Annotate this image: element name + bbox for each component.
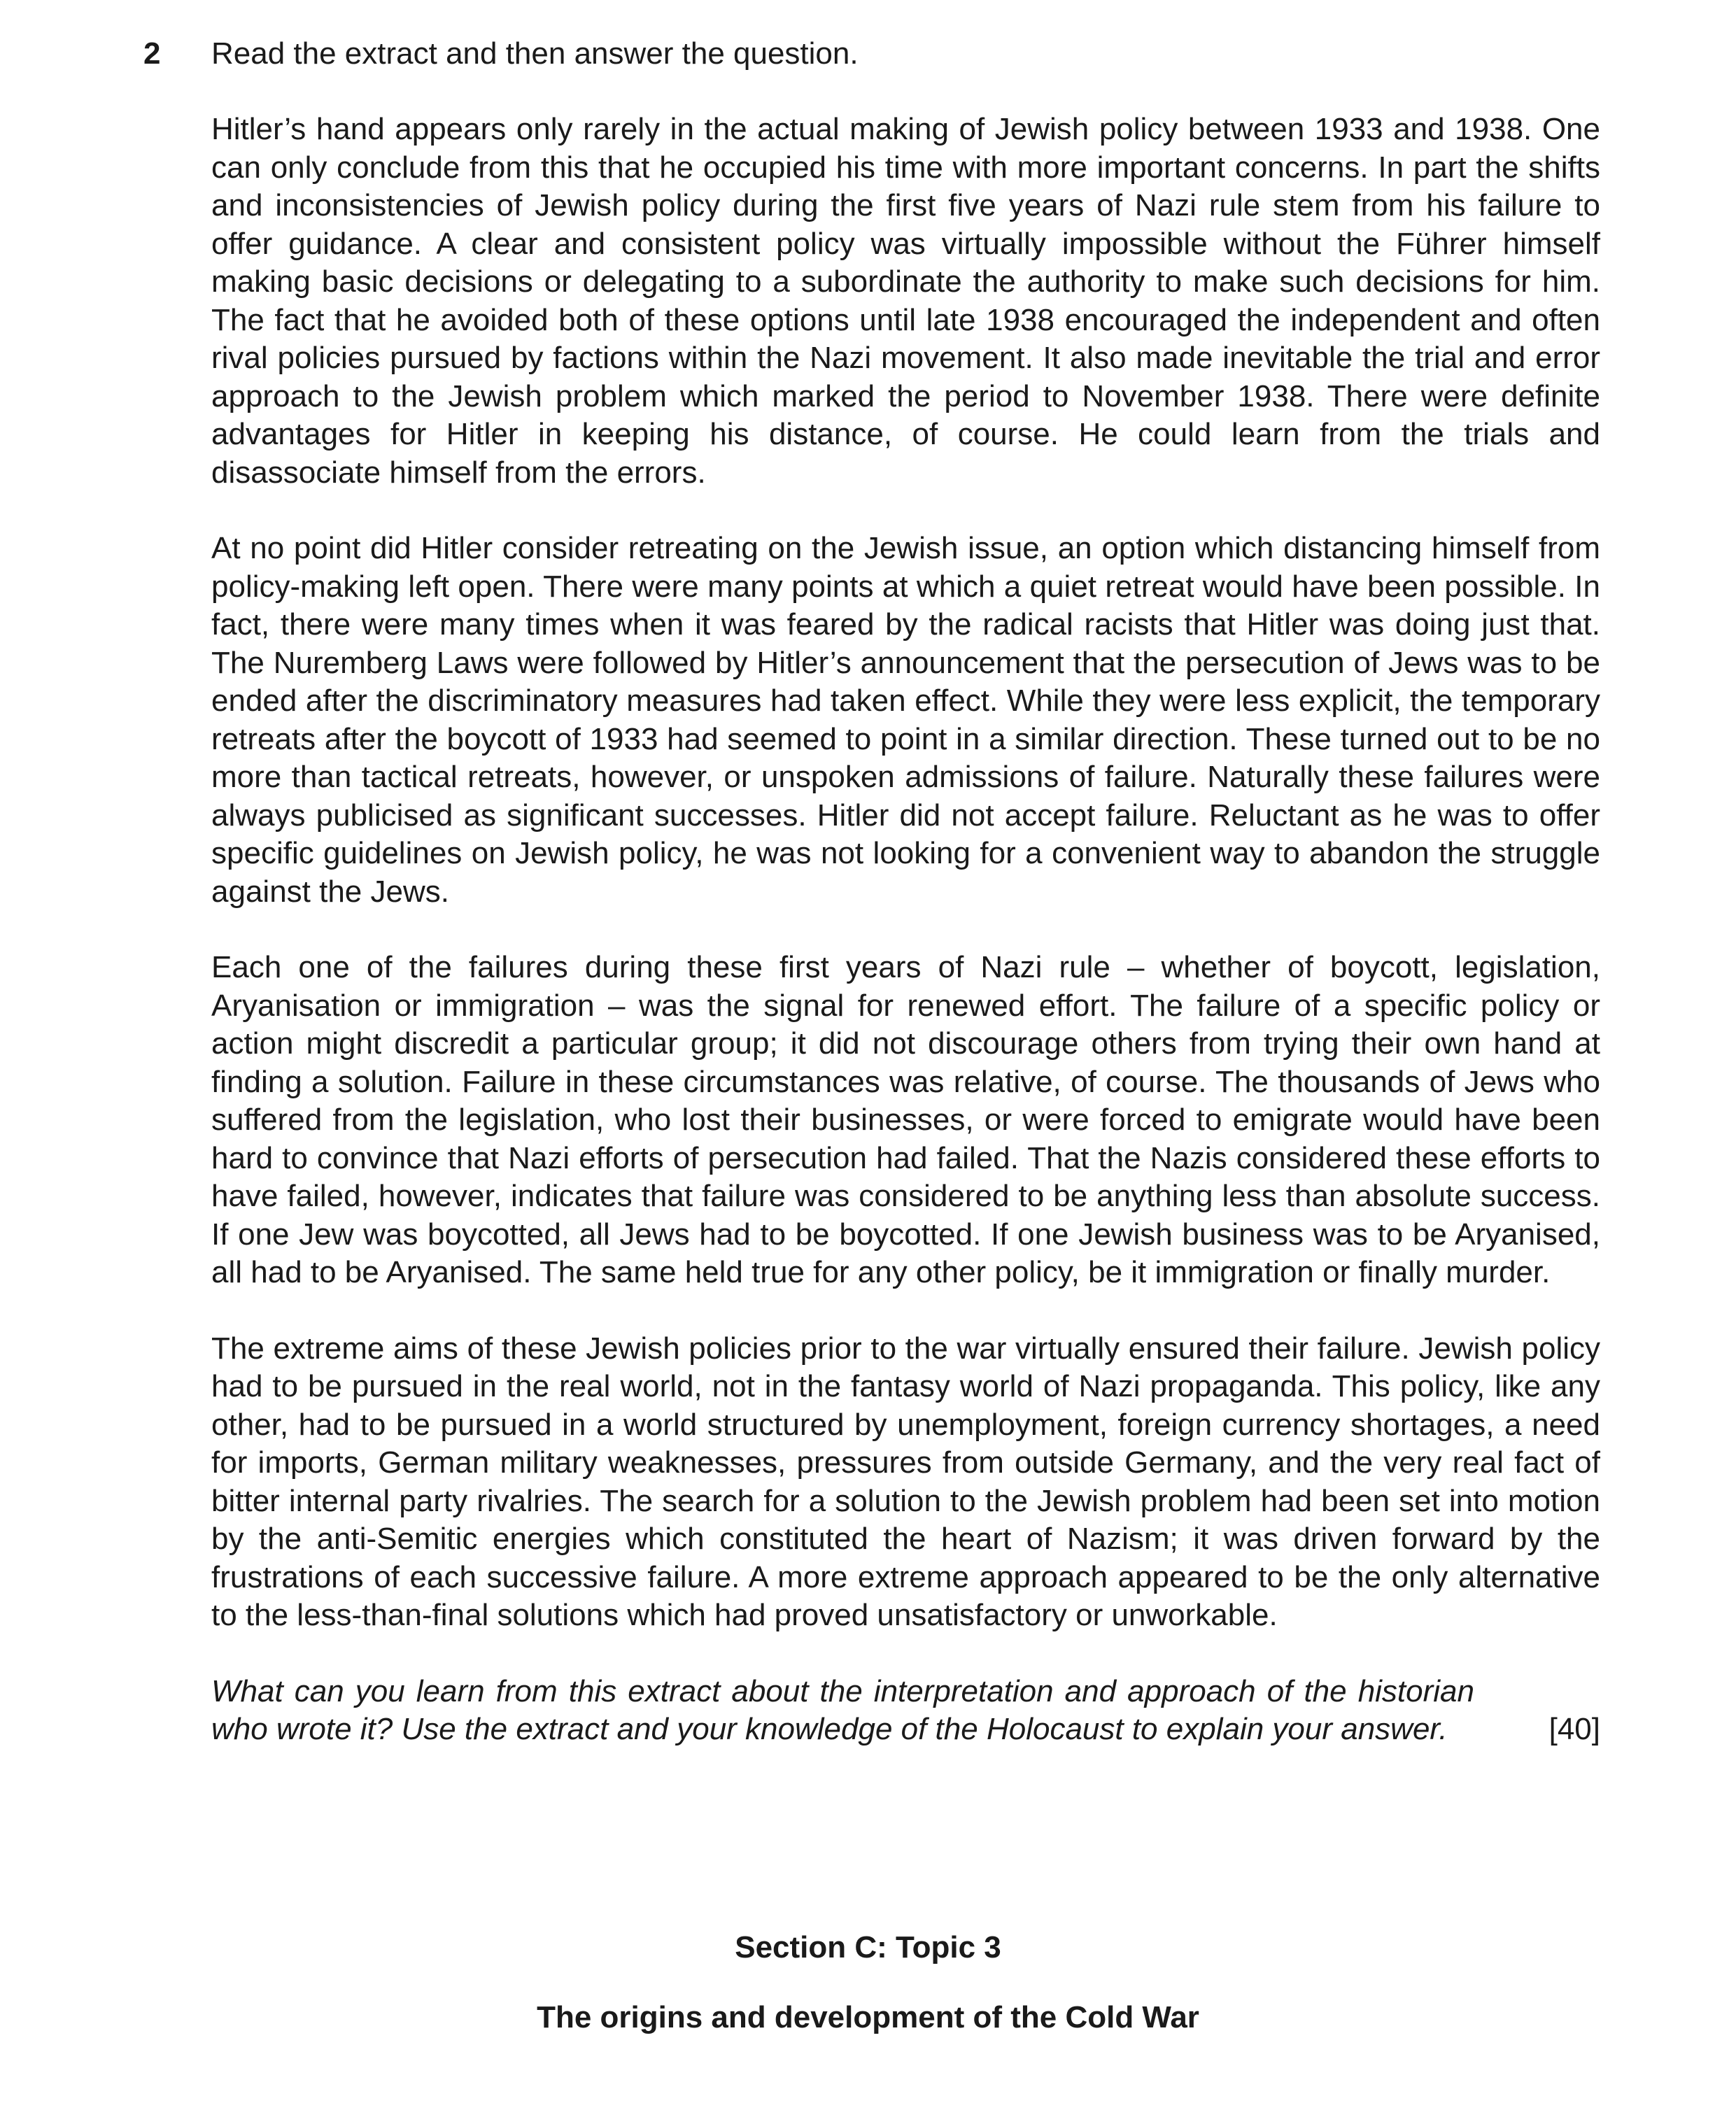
question-marks: [40] bbox=[1548, 1712, 1600, 1746]
question-prompt bbox=[211, 1673, 1600, 1749]
section-title: The origins and development of the Cold War bbox=[537, 2000, 1199, 2034]
question-body bbox=[211, 35, 1600, 1749]
extract-paragraph-2: At no point did Hitler consider retreating on the Jewish issue, an option which distancing himself from policy-making left open. There were many points at which a quiet retreat would have been possible. In fact, there were many times when it was feared by the radical racists that Hitler was doing just that. The Nuremberg Laws were followed by Hitler’s announcement that the persecution of Jews was to be ended after the discriminatory measures had taken effect. While they were less explicit, the temporary retreats after the boycott of 1933 had seemed to point in a similar direction. These turned out to be no more than tactical retreats, however, or unspoken admissions of failure. Naturally these failures were always publicised as significant successes. Hitler did not accept failure. Reluctant as he was to offer specific guidelines on Jewish policy, he was not looking for a convenient way to abandon the struggle against the Jews. bbox=[211, 531, 1600, 909]
question-prompt-text: What can you learn from this extract about the interpretation and approach of the historian who wrote it? Use the extract and your knowledge of the Holocaust to explain your answer. bbox=[211, 1673, 1474, 1746]
section-heading: Section C: Topic 3 bbox=[735, 1930, 1001, 1964]
extract-paragraph-4: The extreme aims of these Jewish policies prior to the war virtually ensured their failure. Jewish policy had to be pursued in the real world, not in the fantasy world of Nazi propaganda. This policy, like any other, had to be pursued in a world structured by unemployment, foreign currency shortages, a need for imports, German military weaknesses, pressures from outside Germany, and the very real fact of bitter internal party rivalries. The search for a solution to the Jewish problem had been set into motion by the anti-Semitic energies which constituted the heart of Nazism; it was driven forward by the frustrations of each successive failure. A more extreme approach appeared to be the only alternative to the less-than-final solutions which had proved unsatisfactory or unworkable. bbox=[211, 1331, 1600, 1632]
extract-paragraph-1: Hitler’s hand appears only rarely in the actual making of Jewish policy between 1933 and 1938. One can only conclude from this that he occupied his time with more important concerns. In part the shifts and inconsistencies of Jewish policy during the first five years of Nazi rule stem from his failure to offer guidance. A clear and consistent policy was virtually impossible without the Führer himself making basic decisions or delegating to a subordinate the authority to make such decisions for him. The fact that he avoided both of these options until late 1938 encouraged the independent and often rival policies pursued by factions within the Nazi movement. It also made inevitable the trial and error approach to the Jewish problem which marked the period to November 1938. There were definite advantages for Hitler in keeping his distance, of course. He could learn from the trials and disassociate himself from the errors. bbox=[211, 112, 1600, 490]
extract-paragraph-3: Each one of the failures during these first years of Nazi rule – whether of boycott, legislation, Aryanisation or immigration – was the signal for renewed effort. The failure of a specific policy or action might discredit a particular group; it did not discourage others from trying their own hand at finding a solution. Failure in these circumstances was relative, of course. The thousands of Jews who suffered from the legislation, who lost their businesses, or were forced to emigrate would have been hard to convince that Nazi efforts of persecution had failed. That the Nazis considered these efforts to have failed, however, indicates that failure was considered to be anything less than absolute success. If one Jew was boycotted, all Jews had to be boycotted. If one Jewish business was to be Aryanised, all had to be Aryanised. The same held true for any other policy, be it immigration or finally murder. bbox=[211, 950, 1600, 1289]
question-number: 2 bbox=[143, 36, 161, 71]
question-instruction: Read the extract and then answer the question. bbox=[211, 36, 859, 71]
